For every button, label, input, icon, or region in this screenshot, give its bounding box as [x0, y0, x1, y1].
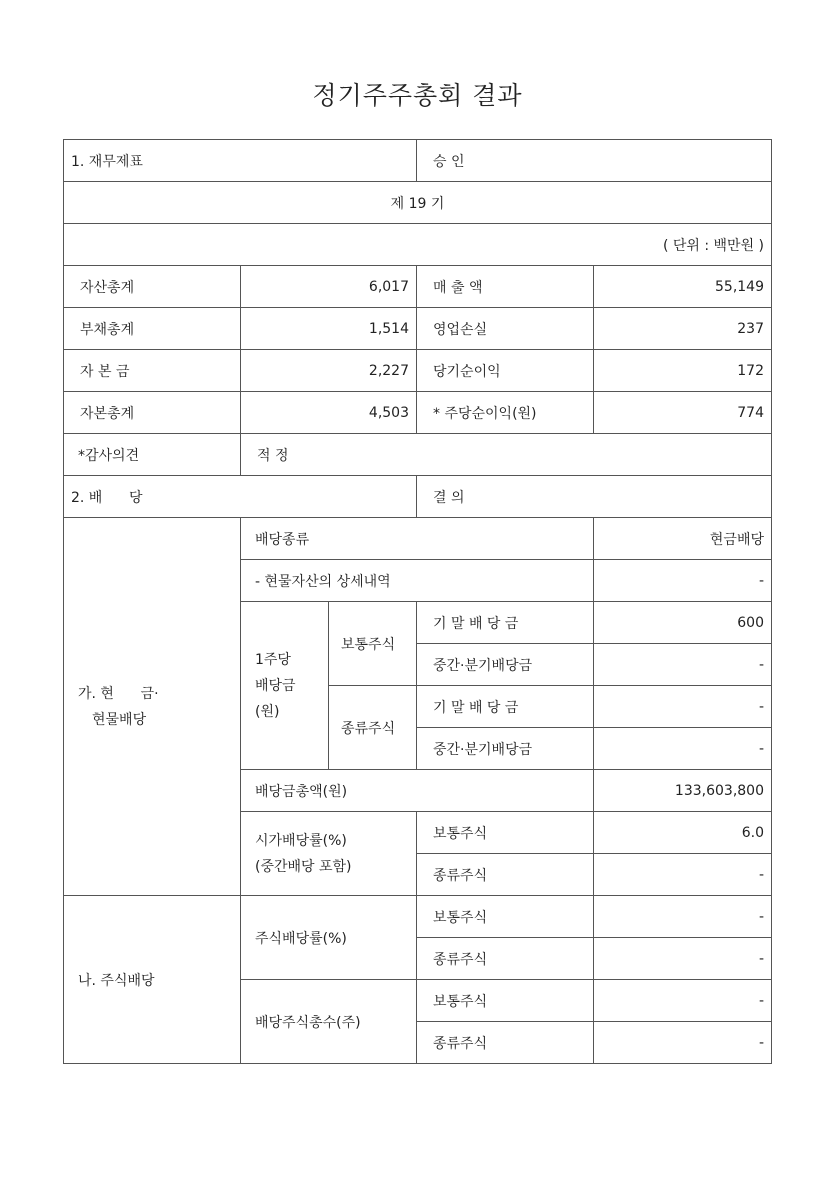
results-table — [63, 139, 772, 1064]
financial-decision: 승 인 — [417, 140, 772, 182]
dividend-header-row — [64, 476, 772, 518]
financial-left-label: 자산총계 — [64, 266, 241, 308]
fiscal-period: 제 19 기 — [64, 182, 772, 224]
financial-row — [64, 392, 772, 434]
total-dividend-value: 133,603,800 — [594, 770, 772, 812]
total-dividend-label: 배당금총액(원) — [241, 770, 594, 812]
dividend-type-label: 배당종류 — [241, 518, 594, 560]
financial-left-label: 자본총계 — [64, 392, 241, 434]
per-share-label-line2: 배당금 — [255, 677, 296, 694]
preferred-stock-label: 종류주식 — [329, 686, 417, 770]
cash-dividend-label-line2: 현물배당 — [92, 711, 147, 728]
financial-left-value: 6,017 — [241, 266, 417, 308]
inkind-label: - 현물자산의 상세내역 — [241, 560, 594, 602]
unit-row — [64, 224, 772, 266]
dividend-type-row — [64, 518, 772, 560]
period-row — [64, 182, 772, 224]
stock-count-preferred-value: - — [594, 1022, 772, 1064]
interim-dividend-label: 중간·분기배당금 — [417, 728, 594, 770]
financial-right-value: 55,149 — [594, 266, 772, 308]
financial-right-label: 당기순이익 — [417, 350, 594, 392]
yield-preferred-label: 종류주식 — [417, 854, 594, 896]
dividend-decision: 결 의 — [417, 476, 772, 518]
year-end-dividend-label: 기 말 배 당 금 — [417, 602, 594, 644]
preferred-year-end-value: - — [594, 686, 772, 728]
financial-right-label: 매 출 액 — [417, 266, 594, 308]
market-yield-label — [241, 812, 417, 896]
common-stock-label: 보통주식 — [329, 602, 417, 686]
financial-left-value: 2,227 — [241, 350, 417, 392]
preferred-interim-value: - — [594, 728, 772, 770]
per-share-label-line1: 1주당 — [255, 651, 291, 668]
audit-row — [64, 434, 772, 476]
stock-count-preferred-label: 종류주식 — [417, 1022, 594, 1064]
financial-right-label: * 주당순이익(원) — [417, 392, 594, 434]
interim-dividend-label: 중간·분기배당금 — [417, 644, 594, 686]
financial-right-value: 237 — [594, 308, 772, 350]
financial-right-label: 영업손실 — [417, 308, 594, 350]
financial-right-value: 774 — [594, 392, 772, 434]
financial-left-label: 부채총계 — [64, 308, 241, 350]
yield-preferred-value: - — [594, 854, 772, 896]
cash-dividend-label-line1: 가. 현 금· — [78, 685, 159, 702]
per-share-label-line3: (원) — [255, 703, 280, 720]
inkind-value: - — [594, 560, 772, 602]
financial-row — [64, 266, 772, 308]
market-yield-label-line1: 시가배당률(%) — [255, 832, 347, 849]
common-interim-value: - — [594, 644, 772, 686]
stock-count-common-value: - — [594, 980, 772, 1022]
financial-row — [64, 350, 772, 392]
yield-common-label: 보통주식 — [417, 812, 594, 854]
stock-rate-common-label: 보통주식 — [417, 896, 594, 938]
dividend-type-value: 현금배당 — [594, 518, 772, 560]
page-title: 정기주주총회 결과 — [312, 81, 523, 110]
cash-dividend-label — [64, 518, 241, 896]
financial-header-row — [64, 140, 772, 182]
audit-label: *감사의견 — [64, 434, 241, 476]
audit-value: 적 정 — [241, 434, 772, 476]
dividend-section-label: 2. 배 당 — [64, 476, 417, 518]
financial-left-label: 자 본 금 — [64, 350, 241, 392]
stock-rate-label: 주식배당률(%) — [241, 896, 417, 980]
unit-label: ( 단위 : 백만원 ) — [64, 224, 772, 266]
stock-dividend-label: 나. 주식배당 — [64, 896, 241, 1064]
market-yield-label-line2: (중간배당 포함) — [255, 858, 352, 875]
financial-left-value: 1,514 — [241, 308, 417, 350]
financial-left-value: 4,503 — [241, 392, 417, 434]
stock-count-label: 배당주식총수(주) — [241, 980, 417, 1064]
stock-count-common-label: 보통주식 — [417, 980, 594, 1022]
common-year-end-value: 600 — [594, 602, 772, 644]
stock-rate-common-value: - — [594, 896, 772, 938]
stock-rate-preferred-value: - — [594, 938, 772, 980]
stock-rate-row — [64, 896, 772, 938]
stock-rate-preferred-label: 종류주식 — [417, 938, 594, 980]
financial-section-label: 1. 재무제표 — [64, 140, 417, 182]
yield-common-value: 6.0 — [594, 812, 772, 854]
financial-row — [64, 308, 772, 350]
financial-right-value: 172 — [594, 350, 772, 392]
year-end-dividend-label: 기 말 배 당 금 — [417, 686, 594, 728]
per-share-label — [241, 602, 329, 770]
